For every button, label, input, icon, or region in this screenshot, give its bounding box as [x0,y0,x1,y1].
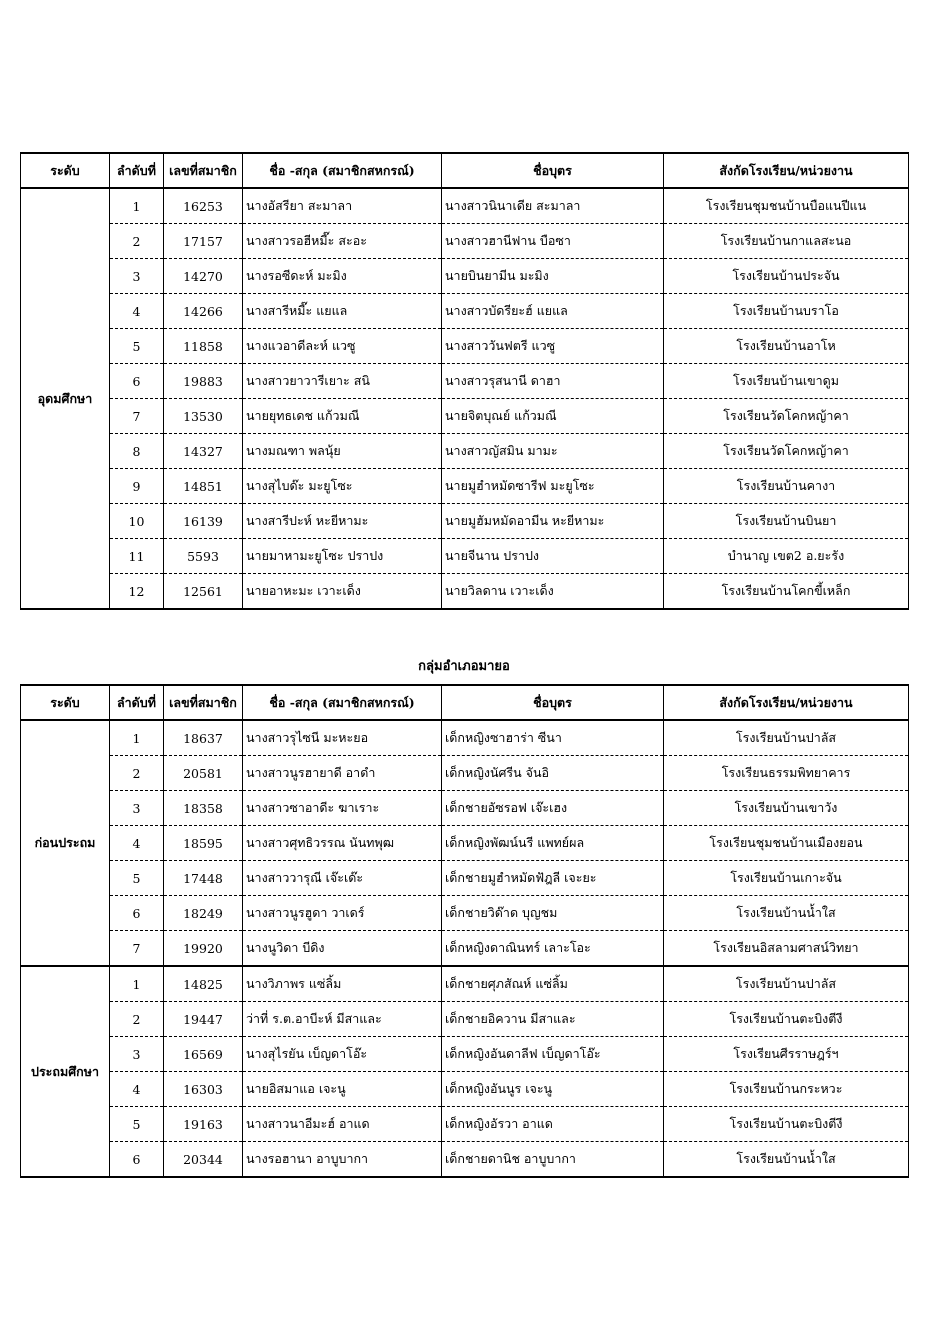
seq-cell: 12 [110,574,164,610]
member-no-cell: 16139 [164,504,243,539]
table-row [21,791,909,826]
table-row [21,826,909,861]
member-no-cell: 12561 [164,574,243,610]
member-no-cell: 19447 [164,1002,243,1037]
header-seq: ลำดับที่ [110,153,164,188]
member-no-cell: 17448 [164,861,243,896]
header-member-name: ชื่อ -สกุล (สมาชิกสหกรณ์) [243,153,442,188]
school-cell: โรงเรียนบ้านตะบิงตีงี [664,1107,909,1142]
member-no-cell: 18358 [164,791,243,826]
school-cell: โรงเรียนบ้านน้ำใส [664,896,909,931]
member-name-cell: นางสาวศุทธิวรรณ นันทพุฒ [243,826,442,861]
school-cell: บำนาญ เขต2 อ.ยะรัง [664,539,909,574]
seq-cell: 3 [110,1037,164,1072]
seq-cell: 2 [110,1002,164,1037]
school-cell: โรงเรียนบ้านกาแลสะนอ [664,224,909,259]
child-name-cell: นายมูฮัมหมัดอามีน หะยีหามะ [442,504,664,539]
child-name-cell: นายจิตบุณย์ แก้วมณี [442,399,664,434]
member-name-cell: นางสารีหมี๊ะ แยแล [243,294,442,329]
child-name-cell: นางสาวญัสมิน มามะ [442,434,664,469]
table-row [21,539,909,574]
header-school: สังกัดโรงเรียน/หน่วยงาน [664,153,909,188]
member-no-cell: 18595 [164,826,243,861]
member-name-cell: นายมาหามะยูโซะ ปราปง [243,539,442,574]
school-cell: โรงเรียนธรรมพิทยาคาร [664,756,909,791]
child-name-cell: นางสาวฮานีฟาน บือซา [442,224,664,259]
member-name-cell: นางวิภาพร แซ่ลิ้ม [243,966,442,1002]
child-name-cell: เด็กหญิงซาฮาร่า ซีนา [442,720,664,756]
member-name-cell: นายอาหะมะ เวาะเด็ง [243,574,442,610]
member-no-cell: 5593 [164,539,243,574]
seq-cell: 7 [110,399,164,434]
member-no-cell: 14266 [164,294,243,329]
member-no-cell: 14851 [164,469,243,504]
school-cell: โรงเรียนบ้านตะบิงตีงี [664,1002,909,1037]
member-no-cell: 20344 [164,1142,243,1178]
child-name-cell: เด็กชายอิควาน มีสาและ [442,1002,664,1037]
child-name-cell: นางสาวรุสนานี ดาฮา [442,364,664,399]
seq-cell: 6 [110,1142,164,1178]
seq-cell: 4 [110,826,164,861]
child-name-cell: เด็กหญิงดาณินทร์ เลาะโอะ [442,931,664,967]
header-member-name: ชื่อ -สกุล (สมาชิกสหกรณ์) [243,685,442,720]
table-row [21,1002,909,1037]
school-cell: โรงเรียนบ้านคางา [664,469,909,504]
header-seq: ลำดับที่ [110,685,164,720]
member-name-cell: นางสาวนูรฮายาดี อาดำ [243,756,442,791]
member-name-cell: นางสาวรุไซนี มะหะยอ [243,720,442,756]
member-name-cell: นางสาววารุณี เจ๊ะเด๊ะ [243,861,442,896]
child-name-cell: นายวิลดาน เวาะเด็ง [442,574,664,610]
child-name-cell: เด็กหญิงนัศรีน จันอิ [442,756,664,791]
member-name-cell: นางสาวนูรฮูดา วาเดร์ [243,896,442,931]
school-cell: โรงเรียนบ้านประจัน [664,259,909,294]
seq-cell: 11 [110,539,164,574]
member-no-cell: 11858 [164,329,243,364]
header-level: ระดับ [21,685,110,720]
seq-cell: 10 [110,504,164,539]
child-name-cell: เด็กชายอัซรอฟ เจ๊ะเฮง [442,791,664,826]
child-name-cell: เด็กชายวิด๊าด บุญชม [442,896,664,931]
member-name-cell: นางสาวยาวารีเยาะ สนิ [243,364,442,399]
table-row [21,1142,909,1178]
child-name-cell: นายจีนาน ปราปง [442,539,664,574]
school-cell: โรงเรียนวัดโคกหญ้าคา [664,399,909,434]
school-cell: โรงเรียนชุมชนบ้านบือแนปีแน [664,188,909,224]
header-child-name: ชื่อบุตร [442,685,664,720]
table-row [21,504,909,539]
member-no-cell: 18637 [164,720,243,756]
table-row [21,434,909,469]
child-name-cell: เด็กหญิงอันดาลีฟ เบ็ญดาโอ๊ะ [442,1037,664,1072]
seq-cell: 6 [110,364,164,399]
seq-cell: 2 [110,224,164,259]
child-name-cell: นางสาวบัดรียะฮ์ แยแล [442,294,664,329]
member-no-cell: 14327 [164,434,243,469]
child-name-cell: เด็กหญิงอัรวา อาแด [442,1107,664,1142]
school-cell: โรงเรียนบ้านโคกขี้เหล็ก [664,574,909,610]
seq-cell: 8 [110,434,164,469]
table-row [21,329,909,364]
table-mayo-group [20,684,909,1178]
school-cell: โรงเรียนบ้านอาโห [664,329,909,364]
member-no-cell: 19920 [164,931,243,967]
seq-cell: 5 [110,861,164,896]
seq-cell: 1 [110,188,164,224]
school-cell: โรงเรียนบ้านปาลัส [664,720,909,756]
child-name-cell: เด็กชายดานิช อาบูบากา [442,1142,664,1178]
school-cell: โรงเรียนบ้านบินยา [664,504,909,539]
seq-cell: 3 [110,791,164,826]
member-no-cell: 18249 [164,896,243,931]
school-cell: โรงเรียนบ้านกระหวะ [664,1072,909,1107]
level-cell: อุดมศึกษา [21,188,110,609]
seq-cell: 5 [110,329,164,364]
member-name-cell: ว่าที่ ร.ต.อาบีะห์ มีสาและ [243,1002,442,1037]
table-row [21,224,909,259]
seq-cell: 7 [110,931,164,967]
table-row [21,294,909,329]
seq-cell: 9 [110,469,164,504]
seq-cell: 2 [110,756,164,791]
child-name-cell: นายบินยามีน มะมิง [442,259,664,294]
header-child-name: ชื่อบุตร [442,153,664,188]
table-row [21,756,909,791]
school-cell: โรงเรียนบ้านเขาวัง [664,791,909,826]
table-row [21,896,909,931]
table-row [21,966,909,1002]
member-name-cell: นางสารีปะห์ หะยีหามะ [243,504,442,539]
member-no-cell: 19163 [164,1107,243,1142]
child-name-cell: เด็กชายศุภสัณห์ แซ่ลิ้ม [442,966,664,1002]
child-name-cell: เด็กชายมูฮำหมัดฟัฎลี เจะยะ [442,861,664,896]
member-name-cell: นางสาวซาอาดีะ ฆาเราะ [243,791,442,826]
child-name-cell: นางสาววันฟตรี แวซู [442,329,664,364]
seq-cell: 1 [110,966,164,1002]
member-no-cell: 19883 [164,364,243,399]
table-header-row [21,153,909,188]
table-row [21,1107,909,1142]
school-cell: โรงเรียนบ้านปาลัส [664,966,909,1002]
school-cell: โรงเรียนชุมชนบ้านเมืองยอน [664,826,909,861]
table-row [21,364,909,399]
header-school: สังกัดโรงเรียน/หน่วยงาน [664,685,909,720]
child-name-cell: เด็กหญิงพัฒน์นรี แพทย์ผล [442,826,664,861]
table-row [21,574,909,610]
member-no-cell: 13530 [164,399,243,434]
table-header-row [21,685,909,720]
school-cell: โรงเรียนบ้านเกาะจัน [664,861,909,896]
member-no-cell: 20581 [164,756,243,791]
table-row [21,399,909,434]
member-name-cell: นางสาวนาอีมะฮ์ อาแด [243,1107,442,1142]
member-no-cell: 14270 [164,259,243,294]
member-name-cell: นางแวอาดีละห์ แวซู [243,329,442,364]
member-name-cell: นายอิสมาแอ เจะนู [243,1072,442,1107]
member-no-cell: 17157 [164,224,243,259]
table-row [21,861,909,896]
table-row [21,1037,909,1072]
member-name-cell: นางมณฑา พลนุ้ย [243,434,442,469]
table-row [21,931,909,967]
school-cell: โรงเรียนบ้านเขาดูม [664,364,909,399]
seq-cell: 4 [110,294,164,329]
school-cell: โรงเรียนวัดโคกหญ้าคา [664,434,909,469]
group-title: กลุ่มอำเภอมายอ [418,659,510,674]
member-name-cell: นางรอฮานา อาบูบากา [243,1142,442,1178]
header-level: ระดับ [21,153,110,188]
school-cell: โรงเรียนศีรราษฎร์ฯ [664,1037,909,1072]
seq-cell: 3 [110,259,164,294]
child-name-cell: เด็กหญิงอันนูร เจะนู [442,1072,664,1107]
school-cell: โรงเรียนอิสลามศาสน์วิทยา [664,931,909,967]
table-row [21,469,909,504]
header-member-no: เลขที่สมาชิก [164,153,243,188]
member-name-cell: นายยุทธเดช แก้วมณี [243,399,442,434]
table-row [21,720,909,756]
member-no-cell: 16303 [164,1072,243,1107]
seq-cell: 5 [110,1107,164,1142]
member-name-cell: นางสุไรยัน เบ็ญดาโอ๊ะ [243,1037,442,1072]
table-row [21,1072,909,1107]
table-row [21,188,909,224]
member-no-cell: 16253 [164,188,243,224]
member-name-cell: นางสาวรอฮีหมี๊ะ สะอะ [243,224,442,259]
level-cell: ประถมศึกษา [21,966,110,1177]
school-cell: โรงเรียนบ้านบราโอ [664,294,909,329]
table-udomsueksa [20,152,909,610]
table-row [21,259,909,294]
seq-cell: 1 [110,720,164,756]
member-no-cell: 14825 [164,966,243,1002]
child-name-cell: นางสาวนินาเดีย สะมาลา [442,188,664,224]
header-member-no: เลขที่สมาชิก [164,685,243,720]
member-name-cell: นางรอซีดะห์ มะมิง [243,259,442,294]
seq-cell: 6 [110,896,164,931]
member-name-cell: นางสุไบด๊ะ มะยูโซะ [243,469,442,504]
member-no-cell: 16569 [164,1037,243,1072]
seq-cell: 4 [110,1072,164,1107]
child-name-cell: นายมูฮำหมัดซารีฟ มะยูโซะ [442,469,664,504]
member-name-cell: นางอัสรียา สะมาลา [243,188,442,224]
member-name-cell: นางนูวิดา บีดิง [243,931,442,967]
level-cell: ก่อนประถม [21,720,110,966]
school-cell: โรงเรียนบ้านน้ำใส [664,1142,909,1178]
